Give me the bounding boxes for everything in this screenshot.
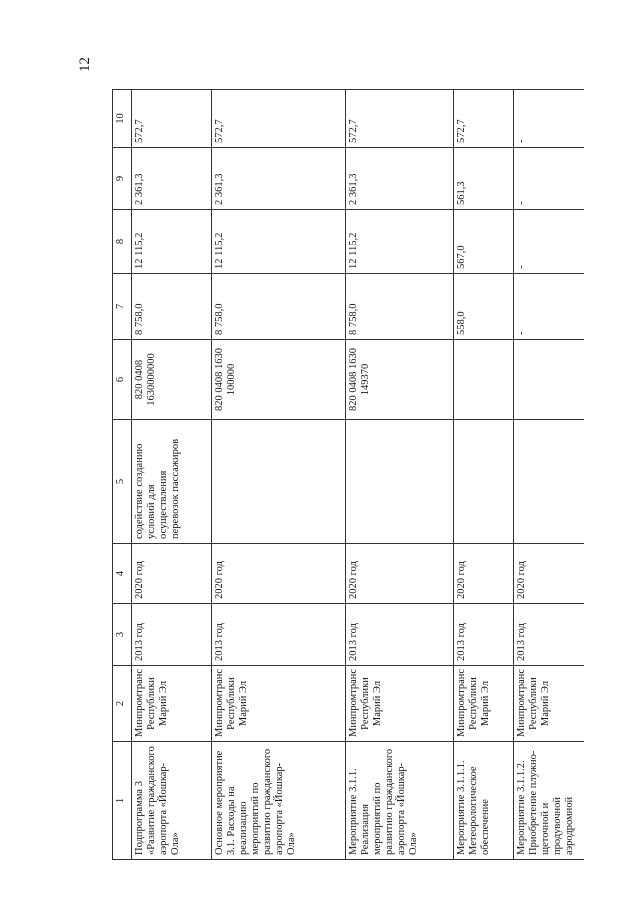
program-table — [112, 89, 584, 860]
row-value-2019: 567,0 — [454, 210, 514, 274]
row-end: 2020 год — [454, 544, 514, 604]
header-cell: 4 — [113, 544, 132, 604]
row-value-last: 572,7 — [132, 90, 212, 148]
header-cell: 2 — [113, 666, 132, 742]
row-result — [212, 420, 346, 544]
row-value-2019: 12 115,2 — [132, 210, 212, 274]
row-code — [454, 340, 514, 420]
row-end: 2020 год — [346, 544, 454, 604]
row-start: 2013 год — [454, 604, 514, 666]
header-cell: 10 — [113, 90, 132, 148]
row-start: 2013 год — [132, 604, 212, 666]
row-code — [514, 340, 584, 420]
header-cell: 9 — [113, 148, 132, 210]
row-result — [514, 420, 584, 544]
row-value-last: 572,7 — [212, 90, 346, 148]
row-value-2019: 12 115,2 — [346, 210, 454, 274]
row-value-2020: - — [514, 148, 584, 210]
row-value-2018: - — [514, 274, 584, 340]
header-cell: 8 — [113, 210, 132, 274]
row-start: 2013 год — [346, 604, 454, 666]
row-executor: Минпромтранс Республики Марий Эл — [514, 666, 584, 742]
page-number: 12 — [77, 57, 93, 72]
row-start: 2013 год — [212, 604, 346, 666]
header-cell: 1 — [113, 742, 132, 860]
row-value-2018: 8 758,0 — [212, 274, 346, 340]
table-row — [132, 90, 212, 860]
row-value-2020: 561,3 — [454, 148, 514, 210]
header-cell: 3 — [113, 604, 132, 666]
row-value-last: 572,7 — [346, 90, 454, 148]
row-executor: Минпромтранс Республики Марий Эл — [132, 666, 212, 742]
header-row — [113, 90, 132, 860]
row-value-last: - — [514, 90, 584, 148]
row-value-2020: 2 361,3 — [212, 148, 346, 210]
row-code: 820 0408 1630 149370 — [346, 340, 454, 420]
row-executor: Минпромтранс Республики Марий Эл — [212, 666, 346, 742]
row-start: 2013 год — [514, 604, 584, 666]
header-cell: 5 — [113, 420, 132, 544]
row-executor: Минпромтранс Республики Марий Эл — [346, 666, 454, 742]
row-result — [346, 420, 454, 544]
row-code: 820 0408 1630000000 — [132, 340, 212, 420]
row-name: Мероприятие 3.1.1.1. Метеорологическое обеспечение — [454, 742, 514, 860]
row-name: Основное мероприятие 3.1. Расходы на реализацию мероприятий по развитию гражданского аэропорта «Йошкар-Ола» — [212, 742, 346, 860]
table-row — [454, 90, 514, 860]
table-row — [346, 90, 454, 860]
table-row — [212, 90, 346, 860]
row-code: 820 0408 1630 100000 — [212, 340, 346, 420]
table-row — [514, 90, 584, 860]
row-end: 2020 год — [132, 544, 212, 604]
header-cell: 6 — [113, 340, 132, 420]
row-value-2019: 12 115,2 — [212, 210, 346, 274]
row-result — [454, 420, 514, 544]
row-name: Подпрограмма 3 «Развитие гражданского аэропорта «Йошкар-Ола» — [132, 742, 212, 860]
row-name: Мероприятие 3.1.1. Реализация мероприятий по развитию гражданского аэропорта «Йошкар-Ола» — [346, 742, 454, 860]
row-value-2020: 2 361,3 — [132, 148, 212, 210]
row-value-2018: 8 758,0 — [132, 274, 212, 340]
row-name: Мероприятие 3.1.1.2. Приобретение плужно-щеточной и продувочной аэродромной — [514, 742, 584, 860]
row-value-2018: 558,0 — [454, 274, 514, 340]
header-cell: 7 — [113, 274, 132, 340]
row-value-2019: - — [514, 210, 584, 274]
row-result: содействие созданию условий для осуществления перевозок пассажиров — [132, 420, 212, 544]
row-value-2018: 8 758,0 — [346, 274, 454, 340]
row-executor: Минпромтранс Республики Марий Эл — [454, 666, 514, 742]
row-end: 2020 год — [212, 544, 346, 604]
row-value-last: 572,7 — [454, 90, 514, 148]
row-value-2020: 2 361,3 — [346, 148, 454, 210]
row-end: 2020 год — [514, 544, 584, 604]
